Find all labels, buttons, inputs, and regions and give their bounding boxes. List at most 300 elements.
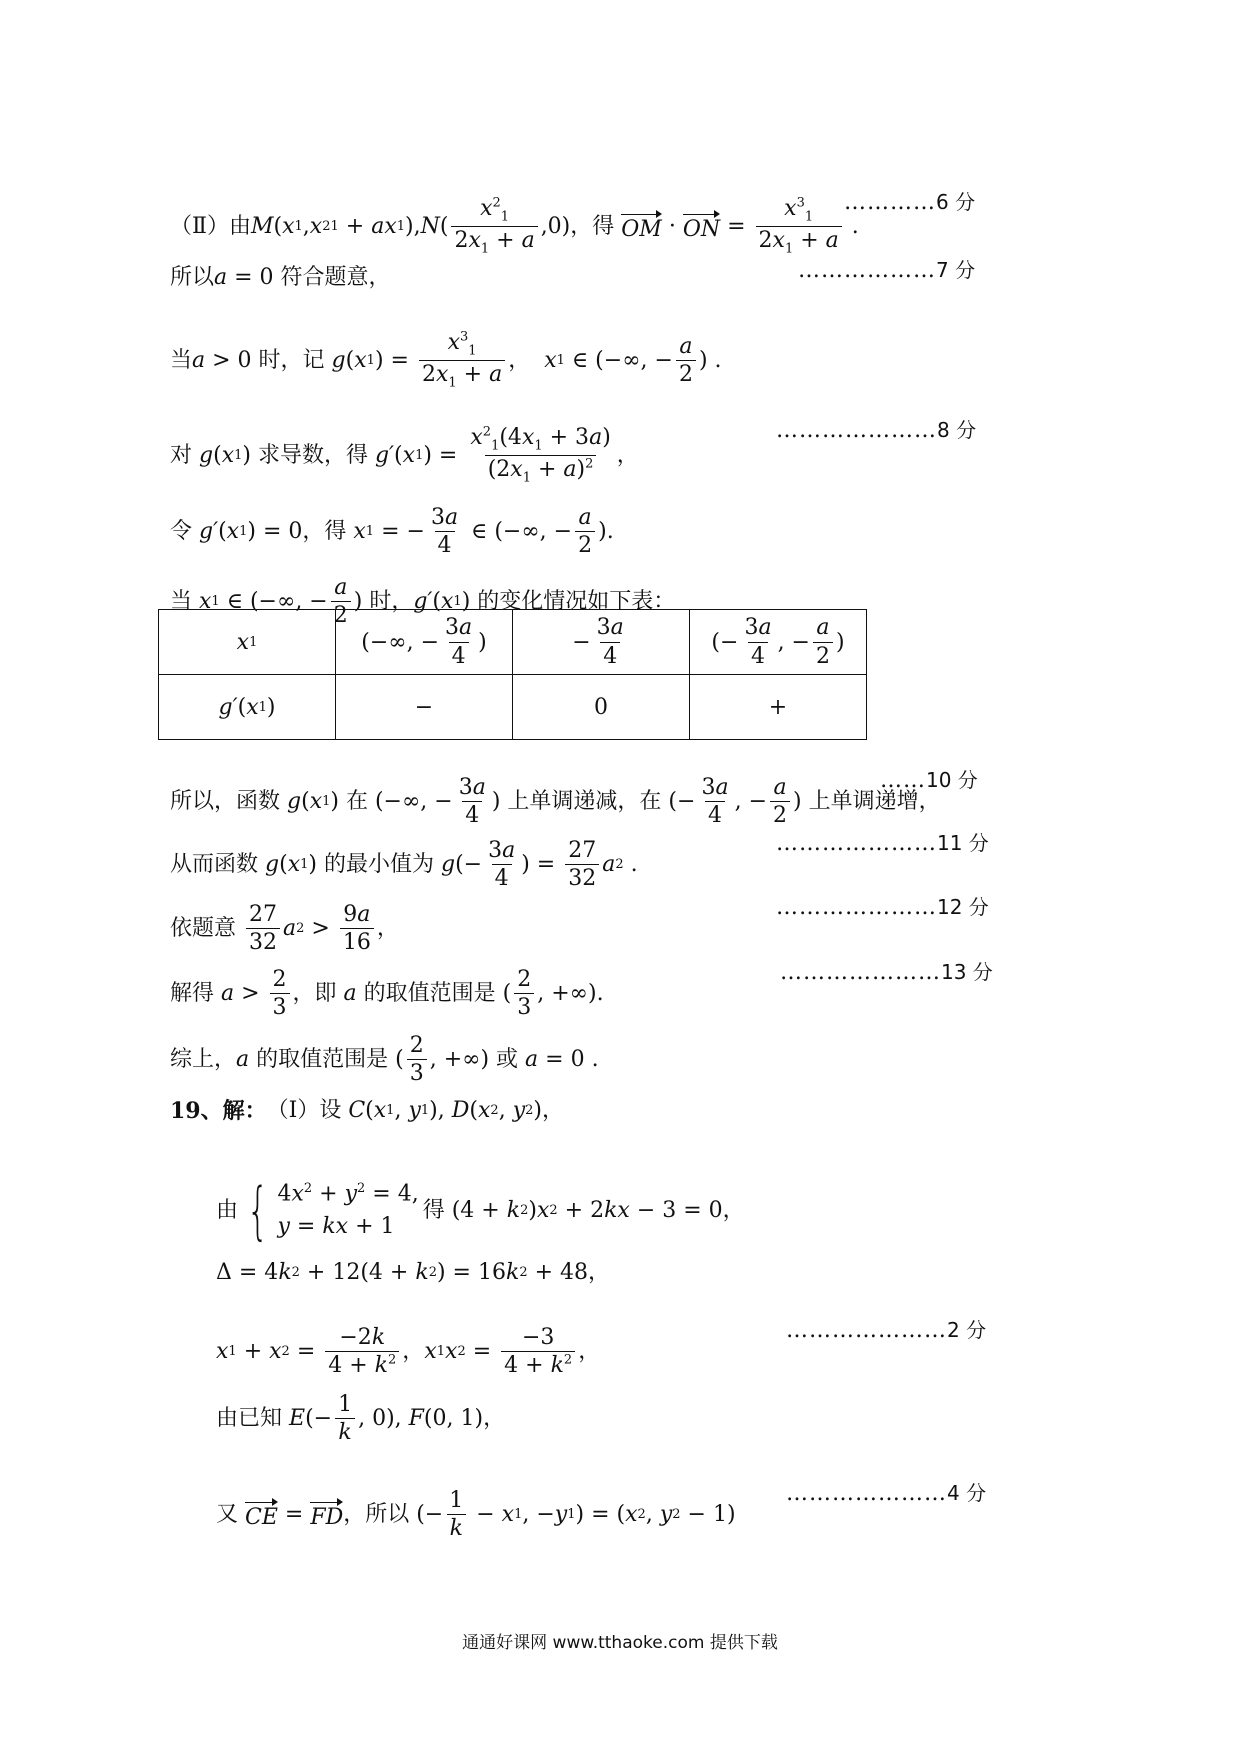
text-run: + 2 <box>557 1197 605 1223</box>
text-run: ( <box>394 442 403 468</box>
math-symbol: a <box>816 615 830 641</box>
text-run: 2 <box>758 228 773 254</box>
superscript: 2 <box>482 424 492 440</box>
text-run: 的取值范围是 ( <box>356 980 512 1006</box>
subscript: 1 <box>556 353 565 369</box>
math-symbol: x <box>373 1098 387 1123</box>
math-symbol: y <box>277 1214 290 1240</box>
text-run: , − <box>734 788 767 814</box>
text-run: （Ⅱ）由 <box>170 213 251 239</box>
leader-dots: ………… <box>844 190 936 215</box>
denominator <box>246 928 280 955</box>
math-symbol: a <box>192 347 206 373</box>
denominator <box>501 1351 575 1378</box>
math-symbol: x <box>246 694 259 720</box>
superscript: 2 <box>585 457 594 472</box>
math-symbol: F <box>408 1405 424 1431</box>
fraction <box>741 615 774 669</box>
subscript: 1 <box>514 1507 523 1522</box>
text-run: 3 <box>458 775 473 800</box>
text-run: = <box>289 1338 323 1364</box>
denominator <box>335 1418 354 1445</box>
text-run: ( <box>439 213 449 239</box>
superscript: 2 <box>549 1203 558 1219</box>
score-points: 13 分 <box>941 960 993 984</box>
text-run: · <box>661 213 683 239</box>
page-footer: 通通好课网 www.tthaoke.com 提供下载 <box>462 1633 778 1653</box>
text-run: (− <box>455 851 483 877</box>
subscript: 1 <box>239 524 248 539</box>
text-run: 的取值范围是 ( <box>249 1046 404 1072</box>
leader-dots: ………………… <box>780 960 941 985</box>
numerator <box>514 967 534 993</box>
math-symbol: g <box>440 851 456 877</box>
subscript: 1 <box>480 241 490 257</box>
text-run: + 1 <box>348 1214 395 1240</box>
math-symbol: y <box>554 1501 568 1527</box>
text-run: + 3 <box>542 425 590 450</box>
text-run: + <box>531 457 564 483</box>
denominator <box>770 801 790 828</box>
math-symbol: a <box>334 575 348 600</box>
subscript: 2 <box>637 1507 646 1522</box>
math-symbol: a <box>563 457 577 483</box>
math-symbol: x <box>269 1338 282 1364</box>
subscript: 1 <box>228 1344 237 1359</box>
text-run: ∈ (−∞, − <box>464 518 573 544</box>
fraction <box>770 775 790 829</box>
denominator <box>340 928 374 955</box>
math-symbol: a <box>283 915 297 941</box>
text-run: = − <box>374 518 425 544</box>
score-score-8 <box>776 414 976 443</box>
leader-dots: ………………… <box>776 418 937 443</box>
text-run: 所以，函数 <box>170 788 287 814</box>
text-run: ) <box>576 457 586 483</box>
text-run: > <box>234 980 267 1006</box>
subscript: 2 <box>672 1507 681 1522</box>
denominator <box>756 226 842 257</box>
numerator <box>781 196 816 226</box>
numerator <box>456 775 489 801</box>
math-symbol: g′ <box>413 588 433 614</box>
text-run: 3 <box>409 1061 424 1087</box>
brace-glyph: { <box>246 1174 269 1247</box>
text-run: ) 上单调递增， <box>793 788 941 814</box>
math-symbol: x <box>536 1197 550 1223</box>
subscript: 1 <box>534 438 543 454</box>
numerator <box>335 1392 355 1418</box>
text-run: 4 <box>603 643 618 669</box>
subscript: 1 <box>415 448 424 464</box>
fraction <box>451 196 537 258</box>
denominator <box>514 993 534 1020</box>
text-run: ) 求导数，得 <box>242 442 375 468</box>
denominator <box>447 1514 466 1541</box>
text-run: ( <box>213 442 222 468</box>
text-run: ) = <box>374 347 416 373</box>
text-run: 1 <box>338 1392 353 1417</box>
superscript: 2 <box>303 1181 313 1197</box>
numerator <box>336 1325 388 1351</box>
math-symbol: a <box>521 228 535 254</box>
subscript: 1 <box>448 375 457 391</box>
fraction <box>756 196 842 258</box>
subscript: 1 <box>436 1344 446 1359</box>
text-run: > 0 时，记 <box>205 347 332 373</box>
table-cell <box>690 610 867 675</box>
text-run: , <box>645 1501 660 1527</box>
text-run: 3 <box>596 615 611 641</box>
cell-content <box>594 695 608 720</box>
text-run: ) 的变化情况如下表： <box>461 588 676 614</box>
cell-content <box>572 615 630 669</box>
text-run: 2 <box>421 362 436 388</box>
text-run: , 0), <box>358 1405 409 1431</box>
math-symbol: g <box>199 442 214 468</box>
text-run: = <box>277 1501 311 1527</box>
score-score-7 <box>798 254 975 283</box>
text-run: ) = 16 <box>436 1260 506 1285</box>
math-symbol: a <box>214 265 228 290</box>
fraction <box>246 902 280 956</box>
solution-line-given-EF <box>216 1392 505 1446</box>
text-run: ) <box>528 1197 537 1223</box>
equation-row <box>277 1214 418 1240</box>
text-run: 当 <box>170 588 199 614</box>
math-symbol: x <box>480 196 493 221</box>
numerator <box>519 1325 557 1351</box>
math-symbol: x <box>236 629 250 655</box>
numerator <box>407 1033 427 1059</box>
math-symbol: x <box>521 425 535 450</box>
math-symbol: a <box>825 228 839 254</box>
text-run: + <box>312 1181 345 1207</box>
text-run: ) = <box>521 851 563 877</box>
text-run: , − <box>777 629 810 655</box>
text-run: (−∞, − <box>361 629 440 655</box>
math-symbol: k <box>550 1353 564 1379</box>
text-run: 2 <box>773 803 787 829</box>
score-score-11 <box>776 827 989 856</box>
text-run: = 0 符合题意， <box>227 265 391 290</box>
math-symbol: x <box>510 457 523 483</box>
fraction <box>813 615 833 669</box>
text-run: 27 <box>249 902 277 927</box>
math-symbol: x <box>282 213 295 239</box>
subscript: 1 <box>420 1103 430 1119</box>
text-run: 4 <box>751 643 765 669</box>
math-symbol: k <box>278 1260 292 1285</box>
table-cell <box>159 675 336 740</box>
solution-line-delta <box>216 1260 610 1286</box>
subscript: 1 <box>386 1103 395 1119</box>
math-symbol: x <box>309 788 323 814</box>
text-run: ) = 0，得 <box>247 518 354 544</box>
subscript: 1 <box>500 209 510 225</box>
math-symbol: y <box>408 1098 421 1123</box>
leader-dots: ………………… <box>786 1318 947 1343</box>
math-symbol: a <box>758 615 772 641</box>
text-run: + <box>456 362 490 388</box>
denominator <box>451 226 537 257</box>
score-points: 12 分 <box>937 895 989 919</box>
equation-system <box>238 1174 419 1247</box>
score-score-10 <box>880 764 978 793</box>
score-points: 6 分 <box>936 190 976 214</box>
fraction <box>446 1488 466 1542</box>
text-run: 1 <box>449 1488 464 1513</box>
text-run: ∈ (−∞, − <box>219 588 328 614</box>
text-run: ( <box>273 213 283 239</box>
math-symbol: g <box>331 347 346 373</box>
vector: OM <box>621 211 662 243</box>
fraction <box>325 1325 399 1379</box>
text-run: 2 <box>272 967 287 992</box>
text-run: （Ⅰ）设 <box>266 1098 349 1123</box>
math-symbol: a <box>679 334 693 360</box>
denominator <box>748 642 768 669</box>
text-run: 16 <box>342 930 371 956</box>
solution-line-a-zero <box>170 265 391 291</box>
text-run: 4 <box>277 1181 292 1207</box>
fraction <box>340 902 374 956</box>
fraction <box>419 330 505 392</box>
text-run: 9 <box>343 902 358 927</box>
fraction <box>407 1033 427 1087</box>
numerator <box>576 505 595 531</box>
math-symbol: M <box>250 213 274 239</box>
subscript: 1 <box>804 209 814 225</box>
text-run: ， <box>376 915 399 941</box>
vector: ON <box>683 211 720 243</box>
text-run: , <box>394 1098 409 1123</box>
text-run: 3 <box>701 775 716 800</box>
numerator <box>270 967 290 993</box>
text-run: 4 + <box>504 1353 551 1379</box>
math-symbol: x <box>291 1181 304 1207</box>
text-run: + 48， <box>527 1260 611 1285</box>
text-run: ) . <box>698 347 722 373</box>
text-run: − <box>572 629 591 655</box>
text-run: . <box>844 213 859 239</box>
cell-content <box>219 695 276 720</box>
numerator <box>442 615 475 641</box>
subscript: 2 <box>490 1103 499 1119</box>
math-symbol: k <box>449 1516 463 1542</box>
text-run: , <box>498 1098 513 1123</box>
solution-line-a-pos <box>170 330 722 392</box>
solution-line-monotone <box>170 775 941 829</box>
math-symbol: a <box>602 851 616 877</box>
math-symbol: g <box>265 851 280 877</box>
math-symbol: x <box>784 196 797 221</box>
math-symbol: g <box>287 788 302 814</box>
text-run: ∈ (−∞, − <box>564 347 673 373</box>
table-cell <box>159 610 336 675</box>
math-symbol: x <box>447 330 460 355</box>
table-cell <box>513 675 690 740</box>
math-symbol: a <box>502 838 516 863</box>
text-run: 4 <box>708 803 723 829</box>
math-symbol: x <box>402 442 416 468</box>
solution-line-vieta <box>216 1325 600 1379</box>
text-run: ) 在 (−∞, − <box>330 788 453 814</box>
text-run: 由已知 <box>216 1405 289 1431</box>
math-symbol: g′ <box>374 442 395 468</box>
fraction <box>428 505 461 559</box>
denominator <box>492 864 512 891</box>
question-label: 19、解： <box>170 1098 267 1124</box>
math-symbol: D <box>451 1098 470 1123</box>
subscript: 1 <box>211 594 220 609</box>
text-run: 3 <box>488 838 503 863</box>
text-run: (4 <box>499 425 522 450</box>
equation-rows <box>277 1181 418 1240</box>
text-run: ， <box>616 442 639 468</box>
text-run: ， <box>578 1338 601 1364</box>
text-run: 2 <box>517 967 532 992</box>
math-symbol: x <box>501 1501 515 1527</box>
subscript: 1 <box>453 594 462 609</box>
text-run: = <box>720 213 753 239</box>
text-run: 令 <box>170 518 199 544</box>
text-run: 2 <box>815 643 830 669</box>
numerator <box>594 615 627 641</box>
denominator <box>676 360 696 387</box>
math-symbol: x <box>477 1098 491 1123</box>
text-run: 3 <box>430 505 445 530</box>
text-run: 从而函数 <box>170 851 265 877</box>
denominator <box>325 1351 399 1378</box>
text-run: ( <box>218 518 227 544</box>
subscript: 1 <box>396 219 406 235</box>
math-symbol: kx <box>604 1197 630 1223</box>
fraction <box>594 615 627 669</box>
text-run: > <box>304 915 337 941</box>
text-run: −3 <box>521 1325 555 1350</box>
text-run: = 4, <box>365 1181 419 1207</box>
text-run: ) <box>835 629 845 655</box>
superscript: 2 <box>519 1265 528 1281</box>
subscript: 1 <box>366 353 375 369</box>
math-symbol: kx <box>322 1214 349 1240</box>
subscript: 1 <box>249 634 258 650</box>
numerator <box>428 505 461 531</box>
text-run: ( <box>301 788 310 814</box>
math-symbol: y <box>344 1181 358 1207</box>
text-run: 又 <box>216 1501 245 1527</box>
math-symbol: N <box>420 213 440 239</box>
solution-line-step-6 <box>170 196 859 258</box>
text-run: (2 <box>487 457 511 483</box>
solution-line-solve <box>170 967 604 1021</box>
math-symbol: g′ <box>199 518 219 544</box>
denominator <box>485 455 597 486</box>
leader-dots: ………………… <box>786 1481 947 1506</box>
superscript: 3 <box>796 195 805 211</box>
text-run: 对 <box>170 442 199 468</box>
text-run: ) = <box>423 442 465 468</box>
text-run: 4 <box>451 643 466 669</box>
superscript: 2 <box>492 195 501 211</box>
text-run: Δ = 4 <box>216 1260 279 1285</box>
text-run: ) = ( <box>575 1501 626 1527</box>
score-points: 11 分 <box>937 831 989 855</box>
text-run: 综上， <box>170 1046 237 1072</box>
text-run: , <box>302 213 310 239</box>
text-run: 2 <box>678 362 693 388</box>
text-run: ,0)，得 <box>540 213 622 239</box>
math-symbol: y <box>659 1501 673 1527</box>
text-run: 4 <box>437 533 452 559</box>
cell-content <box>769 695 787 720</box>
math-symbol: x <box>544 347 557 373</box>
math-symbol: x <box>435 362 449 388</box>
text-run: ( <box>365 1098 374 1123</box>
text-run: ), <box>429 1098 452 1123</box>
denominator <box>705 801 725 828</box>
numerator <box>770 775 789 801</box>
subscript: 1 <box>234 448 243 464</box>
table-cell <box>336 610 513 675</box>
denominator <box>813 642 833 669</box>
numerator <box>741 615 774 641</box>
text-run: 2 <box>454 228 469 254</box>
subscript: 1 <box>365 524 375 539</box>
superscript: 2 <box>388 1352 397 1368</box>
superscript: 2 <box>520 1203 529 1219</box>
text-run: ), <box>405 213 421 239</box>
math-symbol: a <box>525 1046 539 1072</box>
text-run: + <box>338 213 372 239</box>
math-symbol: x <box>199 588 212 614</box>
numerator <box>340 902 373 928</box>
score-points: 10 分 <box>926 768 978 792</box>
numerator <box>676 334 695 360</box>
text-run: − <box>469 1501 502 1527</box>
solution-line-zero-pt <box>170 505 614 559</box>
math-symbol: a <box>489 362 503 388</box>
text-run: 所以 <box>170 265 215 290</box>
solution-line-deriv <box>170 425 639 487</box>
text-run: + <box>793 228 826 254</box>
text-run: 3 <box>517 995 532 1021</box>
fraction <box>514 967 534 1021</box>
math-symbol: k <box>505 1260 520 1285</box>
superscript: 2 <box>322 219 331 235</box>
math-symbol: a <box>236 1046 250 1072</box>
numerator <box>565 838 599 864</box>
math-symbol: k <box>415 1260 429 1285</box>
text-run: − 1) <box>680 1501 736 1527</box>
math-symbol: x <box>772 228 785 254</box>
math-symbol: x <box>354 347 367 373</box>
vector: CE <box>245 1499 278 1531</box>
math-symbol: k <box>371 1325 386 1350</box>
text-run: 4 <box>494 866 509 892</box>
text-run: − 3 = 0， <box>629 1197 745 1223</box>
score-score-6 <box>844 186 975 215</box>
fraction <box>575 505 595 559</box>
text-run: + 12(4 + <box>299 1260 416 1285</box>
math-symbol: a <box>610 615 624 641</box>
subscript: 1 <box>468 343 477 359</box>
denominator <box>435 531 455 558</box>
subscript: 1 <box>784 241 794 257</box>
subscript: 1 <box>522 470 531 486</box>
math-symbol: a <box>221 980 235 1006</box>
